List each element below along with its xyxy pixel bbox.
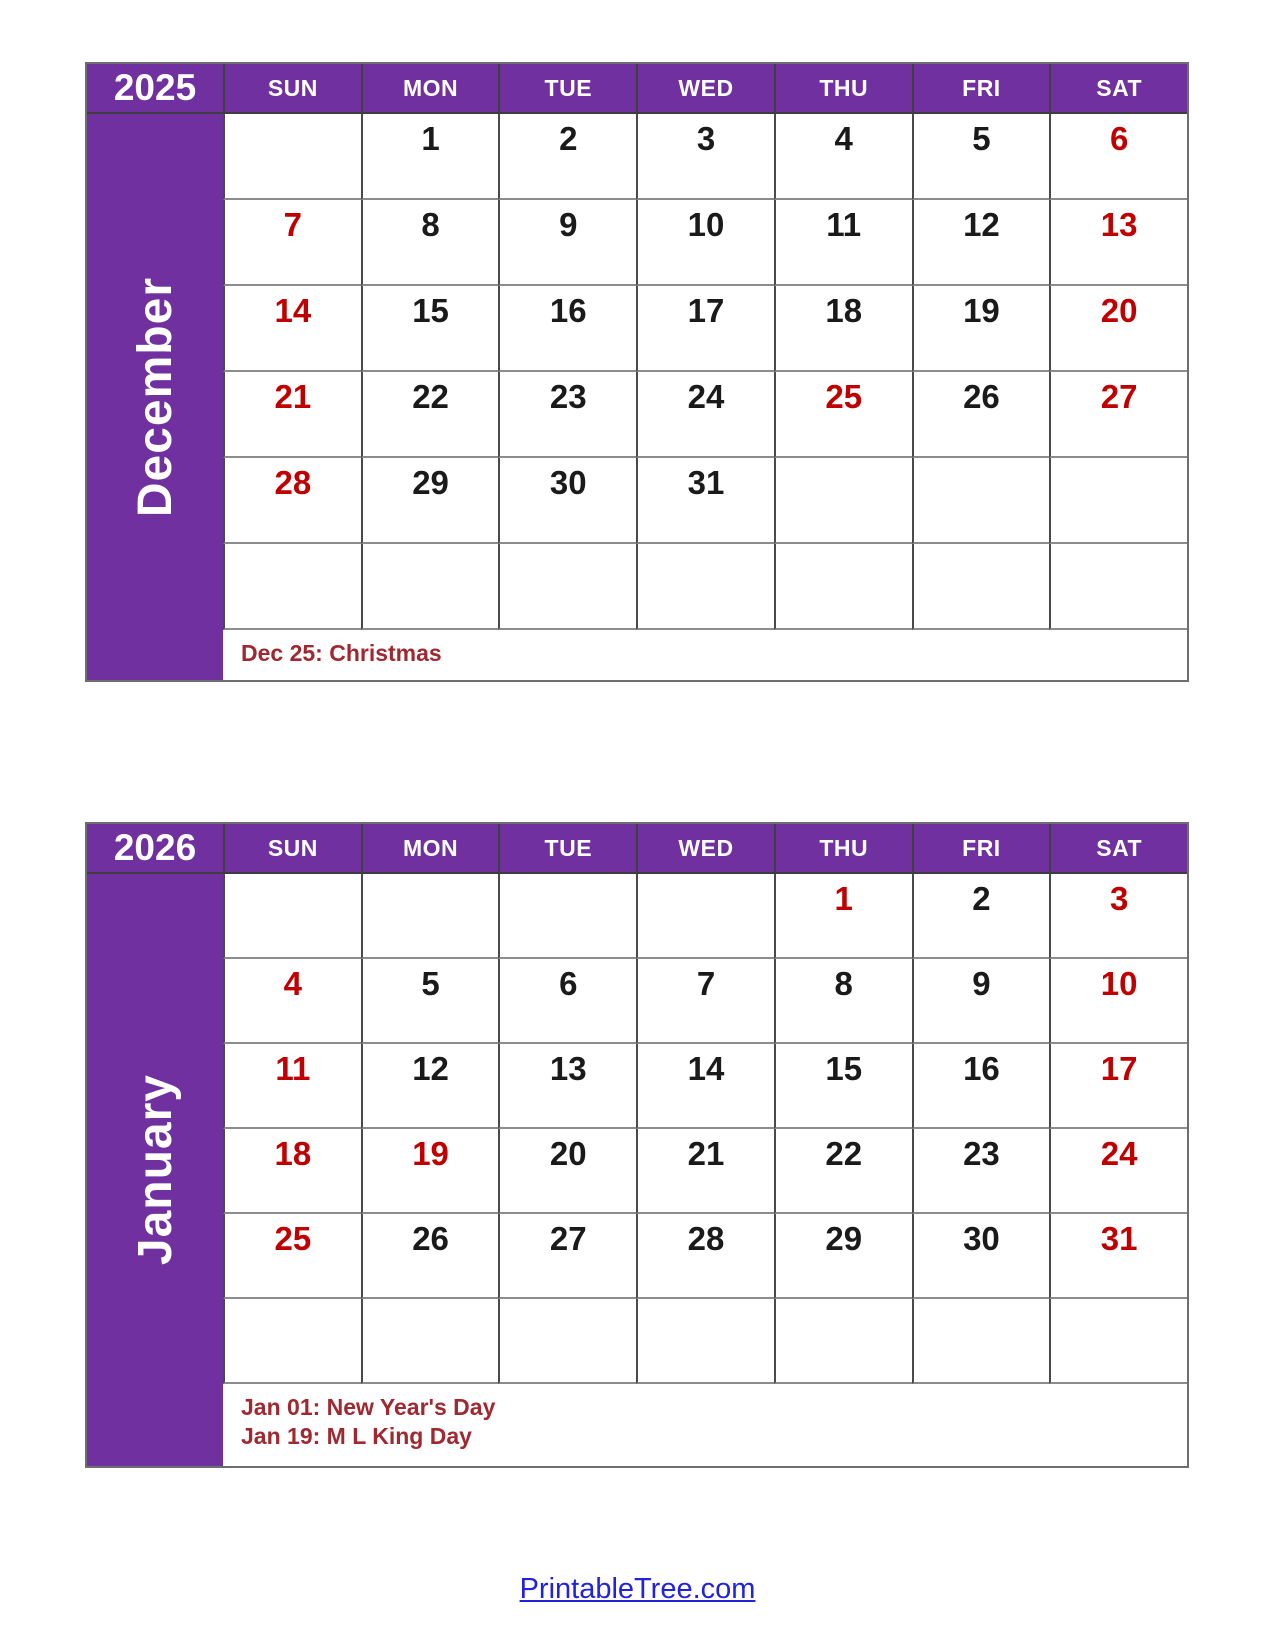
month-sidebar xyxy=(87,874,223,1466)
date-cell-19: 19 xyxy=(361,1129,499,1214)
date-cell-19: 19 xyxy=(912,286,1050,372)
date-cell-30: 30 xyxy=(912,1214,1050,1299)
date-cell-26: 26 xyxy=(361,1214,499,1299)
weekday-header-wed: WED xyxy=(636,64,774,112)
date-cell-10: 10 xyxy=(1049,959,1187,1044)
weekday-header-mon: MON xyxy=(361,64,499,112)
weekday-header-sat: SAT xyxy=(1049,64,1187,112)
date-cell-13: 13 xyxy=(1049,200,1187,286)
date-cell-empty xyxy=(498,1299,636,1384)
date-cell-empty xyxy=(223,874,361,959)
date-cell-8: 8 xyxy=(361,200,499,286)
date-cell-4: 4 xyxy=(223,959,361,1044)
date-cell-empty xyxy=(498,544,636,630)
date-cell-empty xyxy=(912,458,1050,544)
date-cell-empty xyxy=(1049,1299,1187,1384)
date-cell-28: 28 xyxy=(636,1214,774,1299)
date-cell-3: 3 xyxy=(1049,874,1187,959)
weekday-header-wed: WED xyxy=(636,824,774,872)
calendar-header-row xyxy=(87,824,1187,874)
date-cell-22: 22 xyxy=(361,372,499,458)
date-cell-9: 9 xyxy=(498,200,636,286)
calendar-main xyxy=(223,114,1187,680)
date-cell-28: 28 xyxy=(223,458,361,544)
date-cell-empty xyxy=(498,874,636,959)
date-cell-5: 5 xyxy=(361,959,499,1044)
month-sidebar xyxy=(87,114,223,680)
date-cell-2: 2 xyxy=(912,874,1050,959)
date-cell-31: 31 xyxy=(1049,1214,1187,1299)
month-label: December xyxy=(128,276,182,518)
weekday-header-thu: THU xyxy=(774,64,912,112)
date-cell-3: 3 xyxy=(636,114,774,200)
year-label: 2026 xyxy=(113,827,197,868)
holiday-note: Dec 25: Christmas xyxy=(241,640,442,666)
holiday-note: Jan 19: M L King Day xyxy=(241,1423,472,1450)
date-cell-12: 12 xyxy=(912,200,1050,286)
calendar-december-2025 xyxy=(85,62,1189,682)
year-label: 2025 xyxy=(113,67,197,108)
date-cell-22: 22 xyxy=(774,1129,912,1214)
date-cell-7: 7 xyxy=(636,959,774,1044)
date-cell-15: 15 xyxy=(774,1044,912,1129)
date-cell-24: 24 xyxy=(636,372,774,458)
weekday-header-sun: SUN xyxy=(223,824,361,872)
date-cell-24: 24 xyxy=(1049,1129,1187,1214)
date-cell-11: 11 xyxy=(223,1044,361,1129)
date-cell-18: 18 xyxy=(223,1129,361,1214)
weekday-header-mon: MON xyxy=(361,824,499,872)
date-cell-17: 17 xyxy=(1049,1044,1187,1129)
date-grid xyxy=(223,874,1187,1384)
date-cell-empty xyxy=(636,1299,774,1384)
date-cell-empty xyxy=(361,544,499,630)
date-cell-empty xyxy=(361,874,499,959)
date-cell-7: 7 xyxy=(223,200,361,286)
date-cell-21: 21 xyxy=(223,372,361,458)
date-cell-15: 15 xyxy=(361,286,499,372)
weekday-header-tue: TUE xyxy=(498,64,636,112)
weekday-header-tue: TUE xyxy=(498,824,636,872)
date-cell-empty xyxy=(223,1299,361,1384)
date-cell-13: 13 xyxy=(498,1044,636,1129)
date-cell-23: 23 xyxy=(912,1129,1050,1214)
date-cell-6: 6 xyxy=(1049,114,1187,200)
date-cell-4: 4 xyxy=(774,114,912,200)
weekday-header-sun: SUN xyxy=(223,64,361,112)
date-cell-5: 5 xyxy=(912,114,1050,200)
printabletree-link[interactable]: PrintableTree.com xyxy=(519,1573,756,1605)
holiday-notes xyxy=(223,1384,1187,1466)
date-cell-23: 23 xyxy=(498,372,636,458)
date-cell-18: 18 xyxy=(774,286,912,372)
weekday-header-fri: FRI xyxy=(912,824,1050,872)
date-grid xyxy=(223,114,1187,630)
month-label: January xyxy=(128,1074,182,1266)
calendar-main xyxy=(223,874,1187,1466)
date-cell-empty xyxy=(636,874,774,959)
date-cell-empty xyxy=(774,1299,912,1384)
date-cell-20: 20 xyxy=(498,1129,636,1214)
weekday-header-thu: THU xyxy=(774,824,912,872)
date-cell-2: 2 xyxy=(498,114,636,200)
date-cell-16: 16 xyxy=(912,1044,1050,1129)
date-cell-empty xyxy=(774,458,912,544)
date-cell-9: 9 xyxy=(912,959,1050,1044)
date-cell-16: 16 xyxy=(498,286,636,372)
date-cell-30: 30 xyxy=(498,458,636,544)
date-cell-25: 25 xyxy=(774,372,912,458)
date-cell-empty xyxy=(912,544,1050,630)
date-cell-empty xyxy=(361,1299,499,1384)
date-cell-20: 20 xyxy=(1049,286,1187,372)
weekday-header-row xyxy=(223,64,1187,112)
date-cell-8: 8 xyxy=(774,959,912,1044)
date-cell-14: 14 xyxy=(636,1044,774,1129)
date-cell-empty xyxy=(636,544,774,630)
date-cell-empty xyxy=(912,1299,1050,1384)
date-cell-25: 25 xyxy=(223,1214,361,1299)
date-cell-1: 1 xyxy=(774,874,912,959)
date-cell-12: 12 xyxy=(361,1044,499,1129)
date-cell-27: 27 xyxy=(498,1214,636,1299)
date-cell-empty xyxy=(223,544,361,630)
date-cell-29: 29 xyxy=(361,458,499,544)
date-cell-empty xyxy=(774,544,912,630)
holiday-note: Jan 01: New Year's Day xyxy=(241,1394,496,1420)
calendar-header-row xyxy=(87,64,1187,114)
weekday-header-fri: FRI xyxy=(912,64,1050,112)
date-cell-empty xyxy=(223,114,361,200)
date-cell-6: 6 xyxy=(498,959,636,1044)
date-cell-14: 14 xyxy=(223,286,361,372)
calendar-body xyxy=(87,874,1187,1466)
date-cell-31: 31 xyxy=(636,458,774,544)
date-cell-21: 21 xyxy=(636,1129,774,1214)
date-cell-17: 17 xyxy=(636,286,774,372)
holiday-notes xyxy=(223,630,1187,680)
page-footer xyxy=(0,1573,1275,1606)
date-cell-27: 27 xyxy=(1049,372,1187,458)
date-cell-empty xyxy=(1049,544,1187,630)
date-cell-empty xyxy=(1049,458,1187,544)
date-cell-29: 29 xyxy=(774,1214,912,1299)
calendar-january-2026 xyxy=(85,822,1189,1468)
date-cell-10: 10 xyxy=(636,200,774,286)
date-cell-11: 11 xyxy=(774,200,912,286)
date-cell-26: 26 xyxy=(912,372,1050,458)
weekday-header-row xyxy=(223,824,1187,872)
date-cell-1: 1 xyxy=(361,114,499,200)
calendar-body xyxy=(87,114,1187,680)
weekday-header-sat: SAT xyxy=(1049,824,1187,872)
